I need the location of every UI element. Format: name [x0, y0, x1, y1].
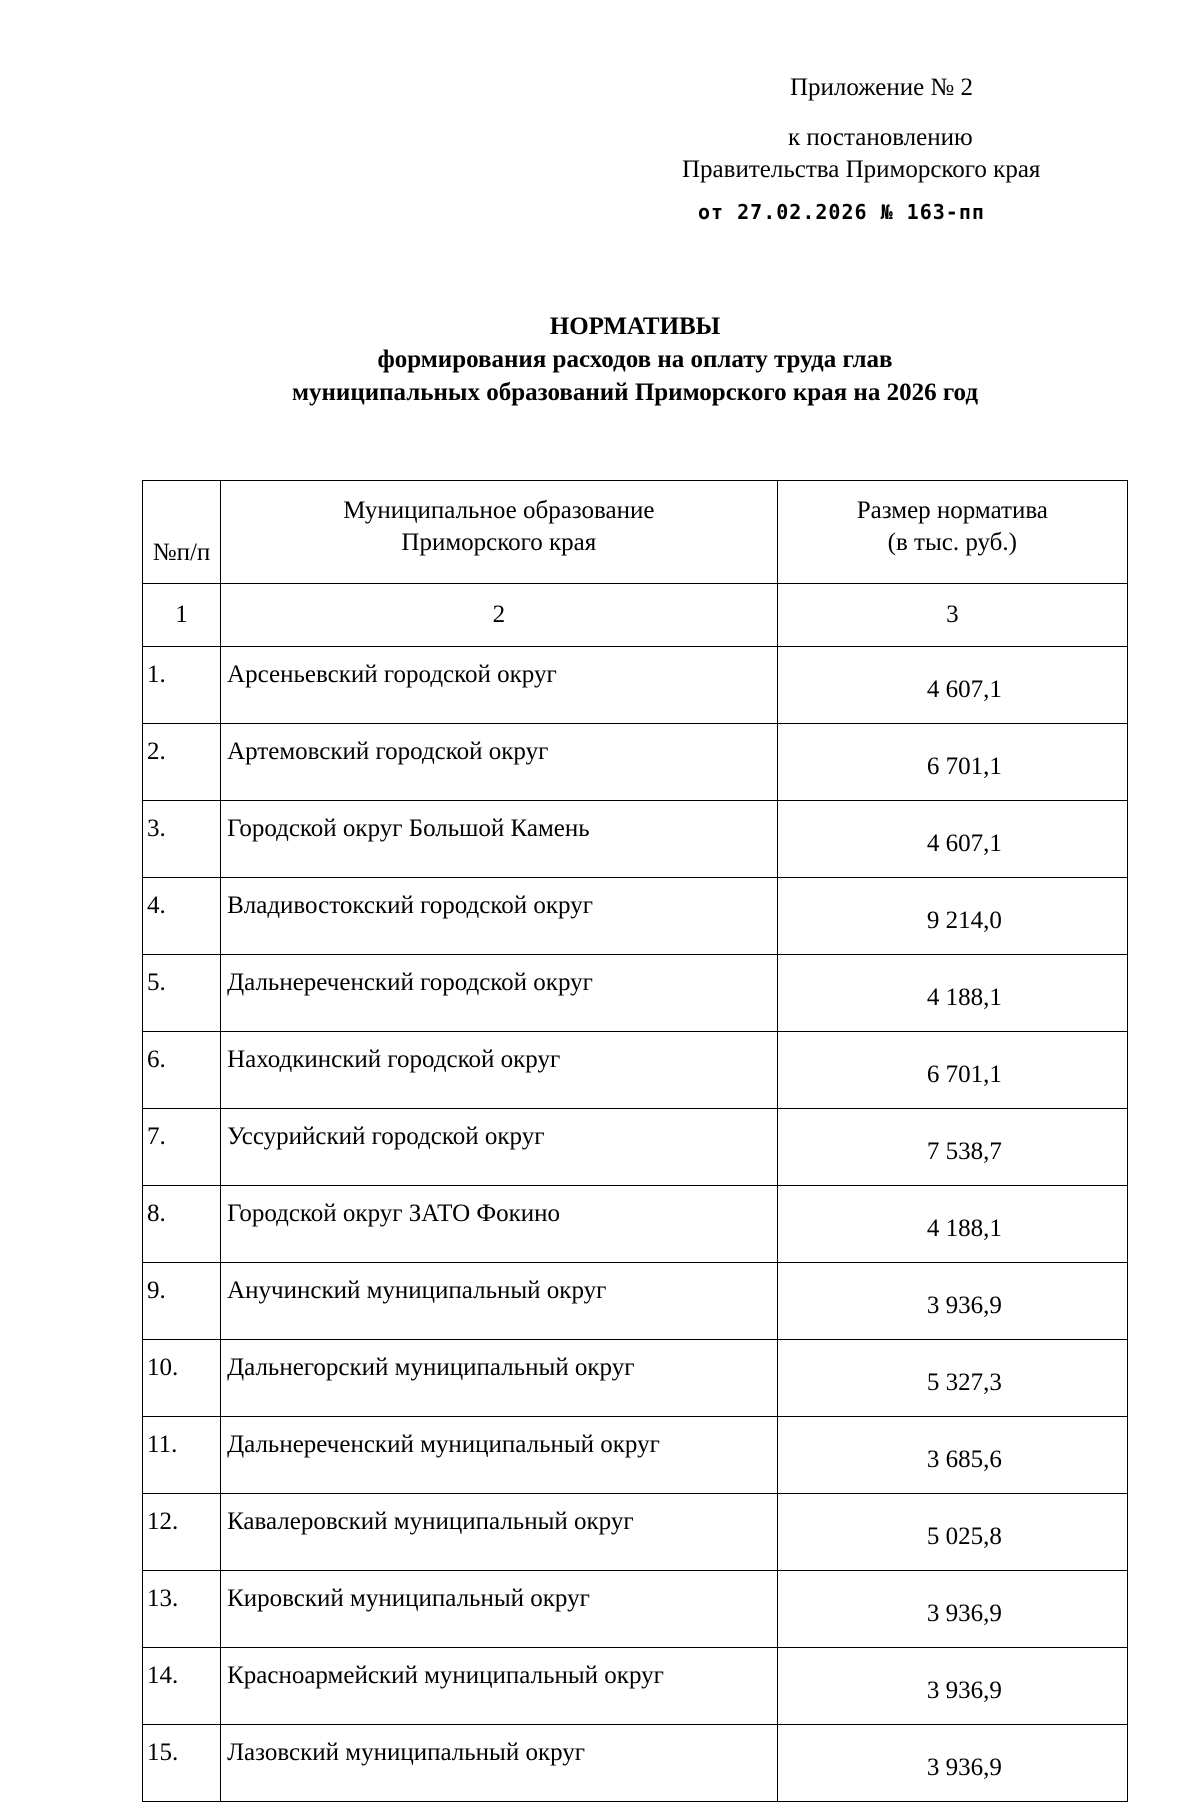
row-number: 9. [143, 1263, 221, 1340]
appendix-label: Приложение № 2 [790, 74, 974, 101]
header-municipality [221, 481, 778, 584]
row-value: 5 025,8 [777, 1494, 1127, 1571]
row-number: 13. [143, 1571, 221, 1648]
registration-stamp: от 27.02.2026 № 163-пп [698, 200, 985, 224]
table-row [143, 1571, 1128, 1648]
row-number: 6. [143, 1032, 221, 1109]
row-number: 11. [143, 1417, 221, 1494]
decree-reference: к постановлению [788, 124, 973, 151]
table-row [143, 647, 1128, 724]
row-municipality: Дальнереченский городской округ [221, 955, 778, 1032]
row-number: 14. [143, 1648, 221, 1725]
table-row [143, 724, 1128, 801]
row-municipality: Анучинский муниципальный округ [221, 1263, 778, 1340]
row-value: 4 607,1 [777, 647, 1127, 724]
table-row [143, 1032, 1128, 1109]
row-municipality: Красноармейский муниципальный округ [221, 1648, 778, 1725]
row-value: 4 188,1 [777, 1186, 1127, 1263]
header-municipality-line-2: Приморского края [401, 529, 597, 556]
row-value: 3 936,9 [777, 1648, 1127, 1725]
row-municipality: Находкинский городской округ [221, 1032, 778, 1109]
row-municipality: Дальнереченский муниципальный округ [221, 1417, 778, 1494]
column-index-2: 2 [221, 584, 778, 647]
table-row [143, 1186, 1128, 1263]
row-value: 7 538,7 [777, 1109, 1127, 1186]
header-value-line-1: Размер норматива [856, 497, 1048, 524]
column-index-3: 3 [777, 584, 1127, 647]
row-value: 3 685,6 [777, 1417, 1127, 1494]
row-value: 6 701,1 [777, 1032, 1127, 1109]
row-number: 8. [143, 1186, 221, 1263]
row-number: 12. [143, 1494, 221, 1571]
header-value [777, 481, 1127, 584]
header-value-line-2: (в тыс. руб.) [887, 529, 1017, 556]
row-value: 5 327,3 [777, 1340, 1127, 1417]
table-row [143, 1648, 1128, 1725]
table-row [143, 1109, 1128, 1186]
row-municipality: Кировский муниципальный округ [221, 1571, 778, 1648]
title-line-2: формирования расходов на оплату труда глав [377, 346, 893, 373]
column-index-row [143, 584, 1128, 647]
row-municipality: Уссурийский городской округ [221, 1109, 778, 1186]
row-value: 4 188,1 [777, 955, 1127, 1032]
row-value: 3 936,9 [777, 1725, 1127, 1802]
table-header-row [143, 481, 1128, 584]
row-number: 2. [143, 724, 221, 801]
row-number: 15. [143, 1725, 221, 1802]
standards-table [142, 480, 1128, 1802]
row-municipality: Дальнегорский муниципальный округ [221, 1340, 778, 1417]
row-number: 5. [143, 955, 221, 1032]
table-row [143, 1494, 1128, 1571]
table-row [143, 878, 1128, 955]
table-row [143, 801, 1128, 878]
row-number: 4. [143, 878, 221, 955]
row-value: 6 701,1 [777, 724, 1127, 801]
table-row [143, 1340, 1128, 1417]
document-title [140, 310, 1130, 409]
row-number: 3. [143, 801, 221, 878]
table-row [143, 1263, 1128, 1340]
column-index-1: 1 [143, 584, 221, 647]
row-municipality: Владивостокский городской округ [221, 878, 778, 955]
row-number: 10. [143, 1340, 221, 1417]
row-municipality: Городской округ Большой Камень [221, 801, 778, 878]
row-municipality: Лазовский муниципальный округ [221, 1725, 778, 1802]
row-municipality: Арсеньевский городской округ [221, 647, 778, 724]
row-value: 9 214,0 [777, 878, 1127, 955]
row-number: 7. [143, 1109, 221, 1186]
header-num: №п/п [143, 481, 221, 584]
row-municipality: Городской округ ЗАТО Фокино [221, 1186, 778, 1263]
row-value: 3 936,9 [777, 1571, 1127, 1648]
row-municipality: Артемовский городской округ [221, 724, 778, 801]
title-line-3: муниципальных образований Приморского края на 2026 год [292, 379, 978, 406]
row-municipality: Кавалеровский муниципальный округ [221, 1494, 778, 1571]
table-row [143, 1725, 1128, 1802]
row-number: 1. [143, 647, 221, 724]
header-municipality-line-1: Муниципальное образование [343, 497, 655, 524]
title-line-1: НОРМАТИВЫ [549, 313, 721, 340]
table-row [143, 1417, 1128, 1494]
government-name: Правительства Приморского края [682, 156, 1041, 183]
row-value: 4 607,1 [777, 801, 1127, 878]
row-value: 3 936,9 [777, 1263, 1127, 1340]
table-row [143, 955, 1128, 1032]
